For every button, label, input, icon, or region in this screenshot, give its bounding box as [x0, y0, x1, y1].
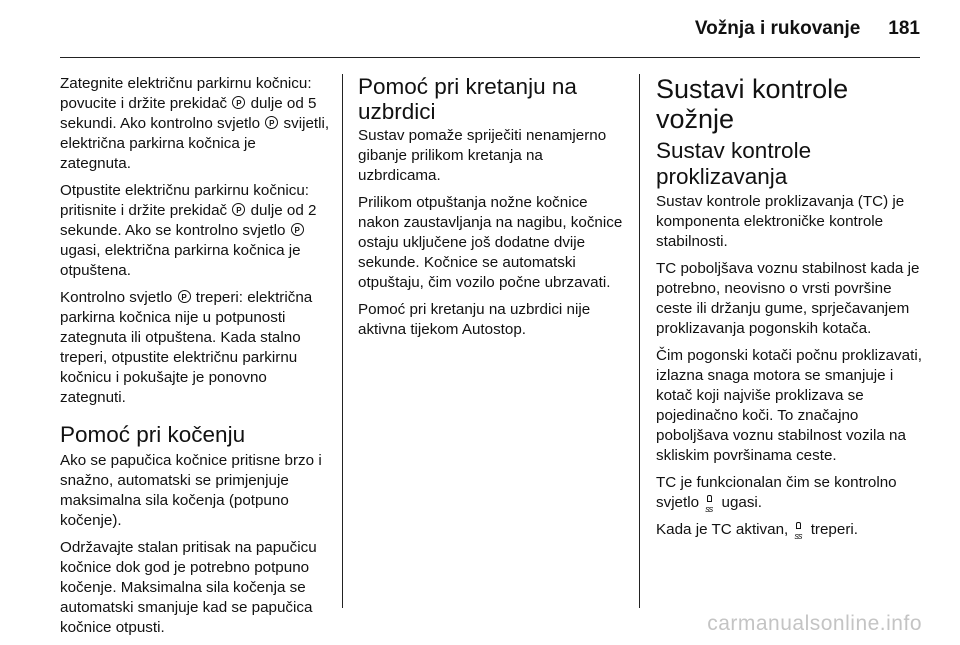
- paragraph-tc-5: Kada je TC aktivan, ss treperi.: [656, 520, 926, 540]
- paragraph-tc-1: Sustav kontrole proklizavanja (TC) je komponenta elektroničke kontrole stabilnosti.: [656, 193, 905, 250]
- paragraph-tc-3: Čim pogonski kotači počnu proklizavati, izlazna snaga motora se smanjuje i kotač koji najviše proklizava se pojedinačno koči. To značajno poboljšava voznu stabilnost vozila na skliskim površinama ceste.: [656, 347, 922, 464]
- heading-brake-assist: Pomoć pri kočenju: [60, 422, 246, 447]
- paragraph-tc-4: TC je funkcionalan čim se kontrolno svjetlo ss ugasi.: [656, 473, 926, 513]
- paragraph-brake-assist-1: Ako se papučica kočnice pritisne brzo i snažno, automatski se primjenjuje maksimalna sila kočenja (potpuno kočenje).: [60, 452, 322, 529]
- heading-hill-start-assist: Pomoć pri kretanju na uzbrdici: [358, 74, 577, 124]
- column-3: [656, 74, 926, 547]
- paragraph-release-brake: Otpustite električnu parkirnu kočnicu: pritisnite i držite prekidač P dulje od 2 sekunde. Ako se kontrolno svjetlo P ugasi, električna parkirna kočnica je otpuštena.: [60, 181, 330, 281]
- paragraph-brake-warning: Kontrolno svjetlo P treperi: električna parkirna kočnica nije u potpunosti zategnuta ili otpuštena. Kada stalno treperi, otpustite električnu parkirnu kočnicu i pokušajte je ponovno zategnuti.: [60, 288, 330, 408]
- paragraph-hill-1: Sustav pomaže spriječiti nenamjerno gibanje prilikom kretanja na uzbrdicama.: [358, 127, 607, 184]
- watermark: carmanualsonline.info: [707, 612, 922, 635]
- parking-brake-icon: [232, 96, 245, 109]
- column-divider: [342, 74, 343, 608]
- column-divider: [639, 74, 640, 608]
- heading-driving-control-systems: Sustavi kontrole vožnje: [656, 74, 849, 134]
- traction-control-icon: [704, 495, 716, 508]
- column-1: [60, 74, 330, 645]
- header-rule: [60, 57, 920, 58]
- paragraph-hill-2: Prilikom otpuštanja nožne kočnice nakon zaustavljanja na nagibu, kočnice ostaju uključene još dodatne dvije sekunde. Kočnice se automatski otpuštaju, čim vozilo počne ubrzavati.: [358, 194, 623, 291]
- page-number: 181: [888, 18, 920, 39]
- parking-brake-icon: [291, 223, 304, 236]
- paragraph-tc-2: TC poboljšava voznu stabilnost kada je potrebno, neovisno o vrsti površine ceste ili držanju gume, sprječavanjem proklizavanja pogonskih kotača.: [656, 260, 920, 337]
- paragraph-apply-brake: Zategnite električnu parkirnu kočnicu: povucite i držite prekidač P dulje od 5 sekundi. Ako kontrolno svjetlo P svijetli, električna parkirna kočnica je zategnuta.: [60, 74, 330, 174]
- heading-traction-control: Sustav kontrole proklizavanja: [656, 138, 812, 189]
- parking-brake-icon: [265, 116, 278, 129]
- traction-control-icon: [793, 522, 805, 535]
- parking-brake-icon: [232, 203, 245, 216]
- column-2: [358, 74, 626, 347]
- header-title: Vožnja i rukovanje: [694, 18, 861, 39]
- paragraph-hill-3: Pomoć pri kretanju na uzbrdici nije aktivna tijekom Autostop.: [358, 301, 591, 338]
- page-header: [60, 18, 920, 48]
- parking-brake-icon: [178, 290, 191, 303]
- paragraph-brake-assist-2: Održavajte stalan pritisak na papučicu kočnice dok god je potrebno potpuno kočenje. Maksimalna sila kočenja se automatski smanjuje kad se papučica kočnice otpusti.: [60, 539, 317, 636]
